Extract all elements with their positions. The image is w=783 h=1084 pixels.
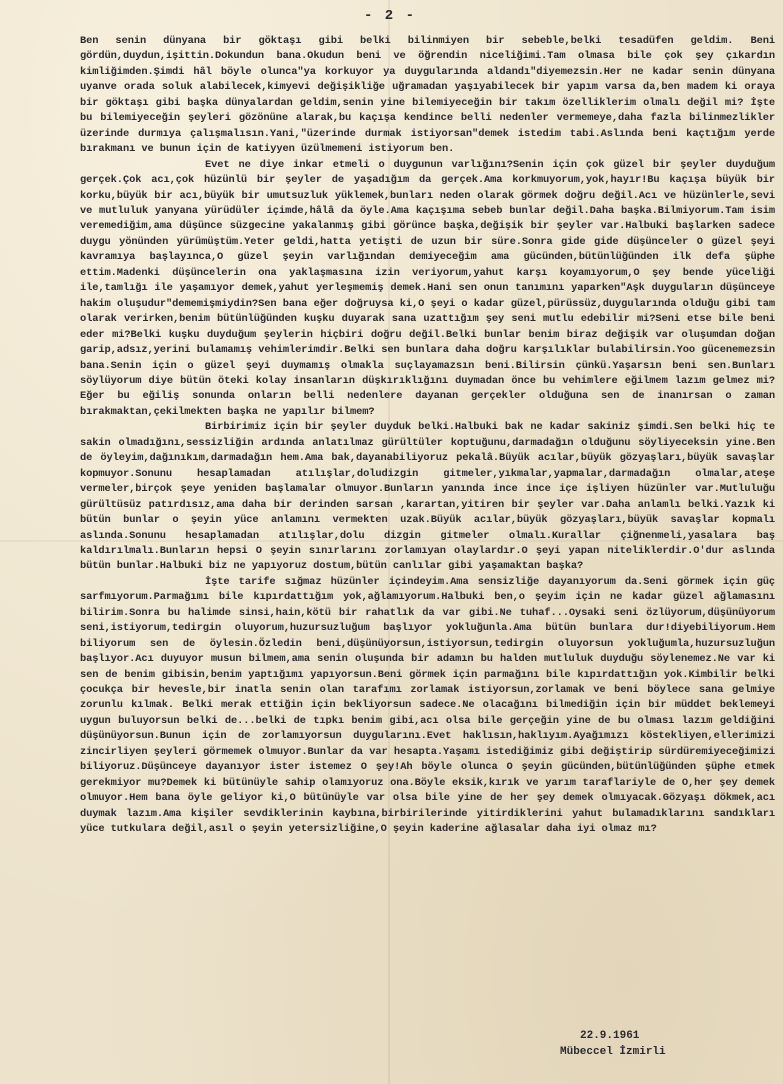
letter-body [80,34,775,838]
paragraph-4: İşte tarife sığmaz hüzünler içindeyim.Ama sensizliğe dayanıyorum da.Seni görmek için güç sarfmıyorum.Parmağımı bile kıpırdattığım yok,ağlamıyorum.Halbuki ben,o şeyim için ne kadar güzel ağlamasını bilirim.Sonra bu halimde sinsi,hain,kötü bir rahatlık da var gibi.Ne tuhaf...Oysaki seni özlüyorum,düşünüyorum seni,istiyorum,tedirgin oluyorum,huzursuzluğum başlıyor yokluğunla.Ama bütün bunlara dur!diyebiliyorum.Hem biliyorum sen de öylesin.Özledin beni,düşünüyorsun,istiyorsun,tedirgin oluyorsun yokluğumla,huzursuzluğun başlıyor.Acı duyuyor musun bilmem,ama senin oluşunda bir adamın bu halden mutluluk duyduğu söylenemez.Ne var ki sen de benim gibisin,benim yaptığımı yapıyorsun.Beni görmek için parmağını bile kıpırdattığın yok.Kimbilir belki çocukça bir hevesle,bir inatla senin olan tarafımı zorlamak istiyorsun,zorlamak ve beni böylece sana gelmiye zorunlu kılmak. Belki merak ettiğin için bekliyorsun sadece.Ne olacağını bilmediğin için bir müddet beklemeyi uygun buluyorsun belki de...belki de tıpkı benim gibi,acı olsa bile gerçeğin yine de bu olması lazım geldiğini düşünüyorsun.Bunun için de zorlamıyorsun duygularını.Evet haklısın,haklıyım.Ayağımızı köstekliyen,ellerimizi zincirliyen şeyleri görmemek olmuyor.Bunlar da var hesapta.Yaşamı istediğimiz gibi değiştirip sürdüremiyeceğimizi biliyoruz.Düşünceye dayanıyor ister istemez O şey!Ah böyle olunca O şeyin gücünden,bütünlüğünden şüphe etmek gerekmiyor mu?Demek ki bütünüyle sahip olamıyoruz ona.Böyle eksik,kırık ve yarım taraflariyle de O,her şey demek olmuyor.Hem bana öyle geliyor ki,O bütünüyle var olsa bile yine de her şey demek olmıyacak.Gözyaşı dökmek,acı duymak lazım.Ama kişiler sevdiklerinin kaybına,birbirilerinde yitirdiklerini yahut bulamadıklarını sandıkları yüce tutkulara değil,asıl o şeyin yetersizliğine,O şeyin kaderine ağlasalar daha iyi olmaz mı? [80,575,775,836]
page-number: - 2 - [363,8,416,24]
signature-block [560,1028,760,1060]
signature-date: 22.9.1961 [580,1030,640,1042]
paragraph-3: Birbirimiz için bir şeyler duyduk belki.Halbuki bak ne kadar sakiniz şimdi.Sen belki hiç te sakin olmadığını,sessizliğin ardında anlatılmaz gürültüler koptuğunu,darmadağın olduğunu söyliyeceksin yine.Ben de öyleyim,dağınıkım,darmadağın hem.Ama bak,dayanabiliyoruz pekalâ.Büyük acılar,büyük gözyaşları,büyük savaşlar kopmuyor.Sonunu hesaplamadan atılışlar,doludizgin gitmeler,yıkmalar,yapmalar,darmadağın olmalar,ateşe vermeler,birçok şeye yeniden başlamalar olmuyor.Bunların yanında ince ince içe işliyen hüzünler var.Mutluluğu gürültüsüz patırdısız,ama daha bir derinden sarsan ,karartan,yitiren bir şeyler var.Daha anlamlı belki.Yazık ki bütün bunlar o şeyin yüce anlamını vermekten uzak.Büyük acılar,büyük gözyaşları,büyük savaşlar kopmalı aslında.Sonunu hesaplamadan atılışlar,dolu dizgin gitmeler olmalı.Kurallar çiğnenmeli,yasalara baş kaldırılmalı.Bunların hepsi O şeyin sınırlarını zorlamıyan olaylardır.O şeyi yapan niteliklerdir.O'dur aslında bütün bunlar.Halbuki biz ne yapıyoruz dostum,bütün canlılar gibi yaşamaktan başka? [80,421,775,573]
paragraph-2: Evet ne diye inkar etmeli o duygunun varlığını?Senin için çok güzel bir şeyler duyduğum gerçek.Çok acı,çok hüzünlü bir şeyler de yaşadığım da gerçek.Ama korkmuyorum,yok,hayır!Bu kaçışa büyük bir korku,büyük bir acı,büyük bir umutsuzluk yüklemek,bunları neden olarak görmek doğru değil.Acı ve hüzünlerle,sevi ve mutluluk yanyana yürüdüler içimde,hâlâ da öyle.Ama kaçışıma sebeb bunlar değil.Daha başka.Bilmiyorum.Tam isim veremediğim,ama düşünce süzgecine yakalanmış gibi görünce başka,değişik bir şeyler var.Halbuki başlarken sadece duygu yönünden yürümüştüm.Yeter geldi,hatta yetişti de uzun bir süre.Sonra gide gide düşünceler O güzel şeyi kavramıya başlayınca,O güzel şeyin varlığından demiyeceğim ama gücünden,bütünlüğünden ilk defa şüphe ettim.Madenki düşüncelerin ona yaklaşmasına izin veriyorum,yahut karşı koyamıyorum,O şey bende yüceliği ile,tamlığı ile yaşamıyor demek,yahut yerleşmemiş demek.Hani sen onun tanımını yaparken"Aşk duyguların düşünceye hakim oluşudur"dememişmiydin?Sen bana eğer doğruysa ki,O şeyi o kadar güzel,pürüssüz,duygularında olduğu gibi tam olarak verirken,benim bütünlüğünden kuşku duyarak sana uzattığım şey seni mutlu edebilir mi?Seni etse bile beni eder mi?Belki kuşku duyduğum şeylerin hiçbiri doğru değil.Belki bunlar benim biraz değişik var oluşumdan doğan garip,adsız,yerini bulamamış vehimlerimdir.Belki sen bunlara daha doğru karşılıklar bulabilirsin.Yoo gücenemezsin bana.Senin için o güzel şeyi duymamış olmakla suçlayamazsın beni.Bilirsin çünkü.Yaşarsın beni sen.Bunları söylüyorum diye bütün öteki kolay insanların düşkırıklığını duymadan önce bu vehimlere eğilmem lazım gelmez mi?Eğer bu eğiliş sonunda onların belli nedenlere dayanan gerçekler olduğuna sen de inanırsan o zaman bırakmaktan,çekilmekten başka ne yapılır bilmem? [80,158,775,418]
signature-name: Mübeccel İzmirli [560,1046,666,1058]
paragraph-1: Ben senin dünyana bir göktaşı gibi belki bilinmiyen bir sebeble,belki tesadüfen geldim. Beni gördün,duydun,işittin.Dokundun bana.Okudun beni ve öğrendin niceliğimi.Tam olmasa bile çok şey çıkardın kimliğimden.Şimdi hâl böyle olunca"ya korkuyor ya duygularında aldandı"diyemezsin.Her ne kadar senin dünyana uyanve orada soluk alabilecek,kimyevi değişikliğe uğramadan yaşıyabilecek bir yapım varsa da,ben madem ki oraya bir göktaşı gibi başka dünyalardan geldim,senin yine bilemiyeceğin bir takım özelliklerim olmalı değil mi? İşte bu bilemiyeceğin şeyleri gözönüne alarak,bu kaçışa kendince belli nedenler vermemeye,daha fazla bilinmezlikler üzerinde durmıya çalışmalısın.Yani,"üzerinde durmak istiyorsan"demek istedim tabi.Aslında beni kaçtığım yerde bırakmanı ve bunun için de katiyyen üzülmemeni istiyorum ben. [80,35,775,156]
